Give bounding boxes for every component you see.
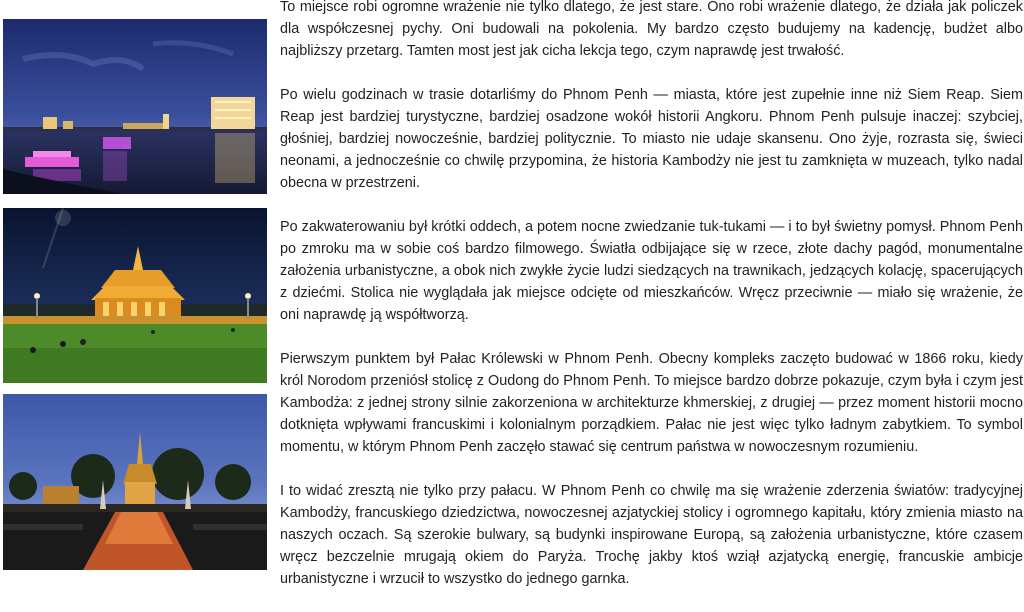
royal-palace-dusk-photo (3, 394, 267, 570)
illuminated-pavilion-park-photo (3, 208, 267, 383)
photo-column (3, 0, 267, 591)
paragraph: To miejsce robi ogromne wrażenie nie tylko dlatego, że jest stare. Ono robi wrażenie dlatego, że działa jak policzek dla współczesnej pychy. Oni budowali na pokolenia. My bardzo często budujemy na kadencję, budżet albo najbliższy przetarg. Tamten most jest jak cicha lekcja tego, czym naprawdę jest trwałość. (280, 0, 1023, 59)
illuminated-pavilion-image (3, 208, 267, 383)
article-text (280, 0, 1023, 612)
royal-palace-image (3, 394, 267, 570)
paragraph: I to widać zresztą nie tylko przy pałacu. W Phnom Penh co chwilę ma się wrażenie zderzenia światów: tradycyjnej Kambodży, francuskiego dziedzictwa, nowoczesnej azjatyckiej stolicy i ogromnego kapitału, który zmienia miasto na naszych oczach. Są szerokie bulwary, są budynki inspirowane Europą, są założenia urbanistyczne, które czasem wręcz bezczelnie mrugają okiem do Paryża. Trochę jakby ktoś wziął azjatycką energię, francuskie ambicje urbanistyczne i wrzucił to wszystko do jednego garnka. (280, 483, 1023, 587)
paragraph: Pierwszym punktem był Pałac Królewski w Phnom Penh. Obecny kompleks zaczęto budować w 1866 roku, kiedy król Norodom przeniósł stolicę z Oudong do Phnom Penh. To miejsce bardzo dobrze pokazuje, czym była i czym jest Kambodża: z jednej strony silnie zakorzeniona w architekturze khmerskiej, z drugiej — przez moment historii mocno dotknięta wpływami francuskimi i kolonialnym porządkiem. Pałac nie jest więc tylko ładnym zabytkiem. To symbol momentu, w którym Phnom Penh zaczęło stawać się centrum państwa w nowoczesnym rozumieniu. (280, 351, 1023, 455)
paragraph: Po wielu godzinach w trasie dotarliśmy do Phnom Penh — miasta, które jest zupełnie inne niż Siem Reap. Siem Reap jest bardziej turystyczne, bardziej osadzone wokół historii Angkoru. Phnom Penh pulsuje inaczej: szybciej, głośniej, bardziej nowocześnie, bardziej politycznie. To miasto nie udaje skansenu. Ono żyje, rozrasta się, świeci neonami, a jednocześnie co chwilę przypomina, że historia Kambodży nie jest tu zamknięta w muzeach, tylko nadal obecna w przestrzeni. (280, 87, 1023, 191)
paragraph: Po zakwaterowaniu był krótki oddech, a potem nocne zwiedzanie tuk-tukami — i to był świetny pomysł. Phnom Penh po zmroku ma w sobie coś bardzo filmowego. Światła odbijające się w rzece, złote dachy pagód, monumentalne założenia urbanistyczne, a obok nich zwykłe życie ludzi siedzących na trawnikach, jedzących kolację, spacerujących z dziećmi. Stolica nie wyglądała jak miejsce odcięte od mieszkańców. Wręcz przeciwnie — miało się wrażenie, że oni naprawdę ją współtworzą. (280, 219, 1023, 323)
night-river-skyline-photo (3, 19, 267, 194)
night-river-skyline-image (3, 19, 267, 194)
